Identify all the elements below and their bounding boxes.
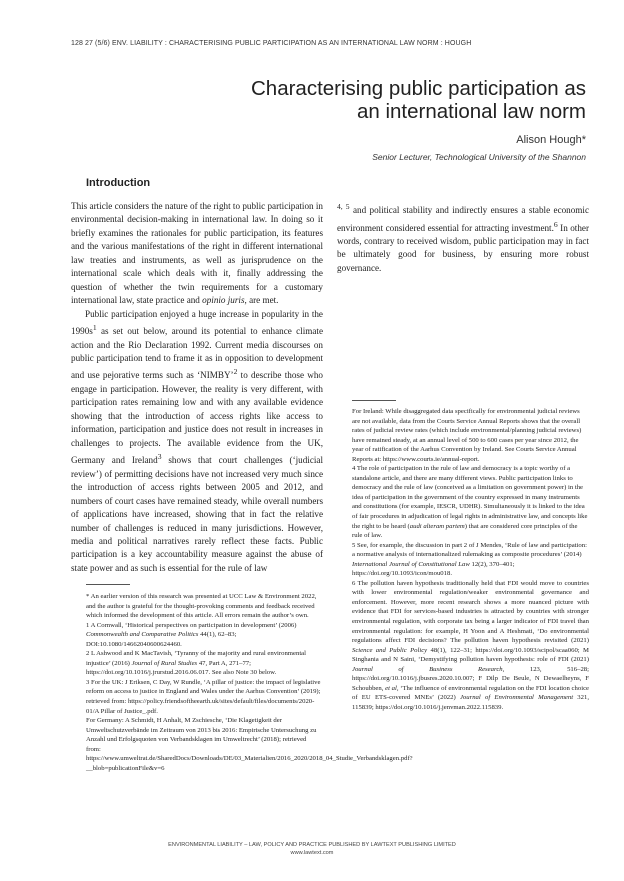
body-paragraph-2: Public participation enjoyed a huge increase in popularity in the $1990s^1$ as set out below, around its potential to enhance climate action and the Rio Declaration 1992. Current media discourses on public participation tend to frame it as in opposition to development and use pejorative terms such as ‘NIMBY’$^2$ to describe those who engage in participation. However, the reality is very different, with participation rates remaining low and with any available evidence showing that the introduction of access rights like access to information, participation and justice does not result in increases in challenges to projects. The available evidence from the UK, Germany and Ireland$^3$ shows that court challenges (‘judicial review’) of permitting decisions have not increased very much since the introduction of access rights between 2005 and 2012, and numbers of court cases have remained steady, while overall numbers of applications have increased, showing that in fact the relative number of challenges is reduced in many jurisdictions. However, media and political narratives rarely reflect these facts. Public participation is a key accountability measure against the abuse of state power and as such is essential for the rule of law (71, 308, 323, 573)
footnote-6: 6 The pollution haven hypothesis traditionally held that FDI would move to countries with lower environmental regulation/weaker environmental governance and enforcement. However, more recent research shows a more nuanced picture with evidence that FDI for services-based industries is attracted by countries with stronger environmental regulation, with corporate tax being a larger indicator of FDI travel than environmental regulation: for example, H Yoon and A Heshmati, ‘Do environmental regulations affect FDI decisions? The pollution haven hypothesis revisited (2021) Science and Public Policy 48(1), 122–31; https://doi.org/10.1093/scipol/scaa060; M Singhania and N Saini, ‘Demystifying pollution haven hypothesis: role of FDI (2021) Journal of Business Research, 123, 516–28; https://doi.org/10.1016/j.jbusres.2020.10.007; F Dilp De Beule, N Dewaelheyns, F Schoubben, et al, ‘The influence of environmental regulation on the FDI location choice of EU ETS-covered MNEs’ (2022) Journal of Environmental Management 321, 115839; https://doi.org/10.1016/j.jenvman.2022.115839. (352, 579, 590, 711)
body-column-left (71, 200, 323, 575)
title-line-2: an international law norm (356, 100, 586, 123)
footer-publisher: ENVIRONMENTAL LIABILITY – LAW, POLICY AND PRACTICE PUBLISHED BY LAWTEXT PUBLISHING LIMITED (168, 842, 456, 848)
body-paragraph-1: This article considers the nature of the right to public participation in environmental decision-making in international law. In doing so it briefly examines the rationales for public participation, its features and the various manifestations of the right in different international law treaties and instruments, as well as jurisprudence on the international scale which deals with it, finally addressing the question of whether the twin requirements for a customary international law, state practice and opinio juris, are met. (71, 201, 323, 306)
italic-phrase: opinio juris (202, 295, 245, 306)
footnote-3: 3 For the UK: J Eriksen, C Day, W Rundle, ‘A pillar of justice: the impact of legislative reform on access to justice in England and Wales under the Aarhus Convention’ (2019); retrieved from: https://policy.friendsoftheearth.uk/sites/default/files/documents/2020-01/A Pillar of Justice_.pdf. (86, 678, 321, 715)
footnote-2: 2 L Ashwood and K MacTavish, ‘Tyranny of the majority and rural environmental injustice’ (2016) Journal of Rural Studies 47, Part A, 271–77; https://doi.org/10.1016/j.jrurstud.2016.06.017. See also Note 30 below. (86, 650, 307, 677)
footer-website[interactable]: www.lawtext.com (290, 850, 334, 856)
article-title (186, 77, 586, 123)
footnote-rule-right (352, 400, 396, 401)
author-name: Alison Hough* (516, 134, 586, 146)
footnote-1: 1 A Cornwall, ‘Historical perspectives on participation in development’ (2006) Commonwealth and Comparative Politics 44(1), 62–83; DOI:10.1080/14662040600624460. (86, 621, 297, 648)
body-column-right (337, 200, 589, 275)
footnote-ref-6[interactable]: 6 (553, 219, 558, 229)
footnote-ref-4-5[interactable]: 4, 5 (337, 202, 350, 211)
footnote-4: 4 The role of participation in the rule of law and democracy is a topic worthy of a standalone article, and there are many different views. Public participation links to democracy and the rule of law (conceived as a limitation on government power) in the idea of participation in the government of the country expressed in many instruments and constitutions (for example, IESCR, UDHR). Simultaneously it is linked to the idea of fair procedures in adjudication of legal rights in administrative law, and concepts like the right to be heard (audi alteram partem) that are considered core principles of the rule of law. (352, 465, 588, 540)
footnote-3-germany: For Germany: A Schmidt, H Anhalt, M Zschiesche, ‘Die Klagetigkeit der Umweltschutzverbände im Zeitraum von 2013 bis 2016: Empirische Untersuchung zu Anzahl und Erfolgsquoten von Verbandsklagen im Umweltrecht’ (2018); retrieved from: https://www.umweltrat.de/SharedDocs/Downloads/DE/03_Materialien/2016_2020/2018_04_Studie_Verbandsklagen.pdf?__blob=publicationFile&v=6 (86, 717, 413, 772)
running-header: 128 27 (5/6) ENV. LIABILITY : CHARACTERISING PUBLIC PARTICIPATION AS AN INTERNATIONAL LAW NORM : HOUGH (71, 40, 472, 47)
section-heading-introduction: Introduction (86, 177, 151, 189)
body-paragraph-2-continued: $^{4, 5}$ and political stability and indirectly ensures a stable economic environment considered essential for attracting investment.$^6$ In other words, contrary to received wisdom, public participation may in fact be ultimately good for business, by ensuring more robust governance. (337, 202, 589, 273)
footnotes-right (352, 407, 589, 713)
footnote-ref-3[interactable]: 3 (157, 452, 162, 462)
footnote-5: 5 See, for example, the discussion in part 2 of J Mendes, ‘Rule of law and participation: a normative analysis of internationalized rulemaking as composite procedures’ (2014) International Journal of Constitutional Law 12(2), 370–401; https://doi.org/10.1093/icon/mou018. (352, 541, 587, 578)
footnote-ref-2[interactable]: 2 (233, 367, 238, 377)
title-line-1: Characterising public participation as (250, 77, 586, 100)
footnotes-left (86, 592, 413, 773)
footnote-star: * An earlier version of this research was presented at UCC Law & Environment 2022, and the author is grateful for the thought-provoking comments and feedback received which informed the development of this article. All errors remain the author’s own. (86, 593, 317, 620)
footnote-3-ireland: For Ireland: While disaggregated data specifically for environmental judicial reviews are not available, data from the Courts Service Annual Reports shows that the overall rates of judicial review rates (which include environmental/planning judicial reviews) have remained steady, at an annual level of 500 to 600 cases per year since 2012, the year of ratification of the Aarhus Convention by Ireland. See Courts Service Annual Reports at: https://www.courts.ie/annual-report. (352, 408, 582, 463)
footnote-rule-left (86, 584, 130, 585)
footnote-ref-1[interactable]: 1 (92, 323, 97, 333)
author-affiliation: Senior Lecturer, Technological University of the Shannon (372, 152, 586, 162)
